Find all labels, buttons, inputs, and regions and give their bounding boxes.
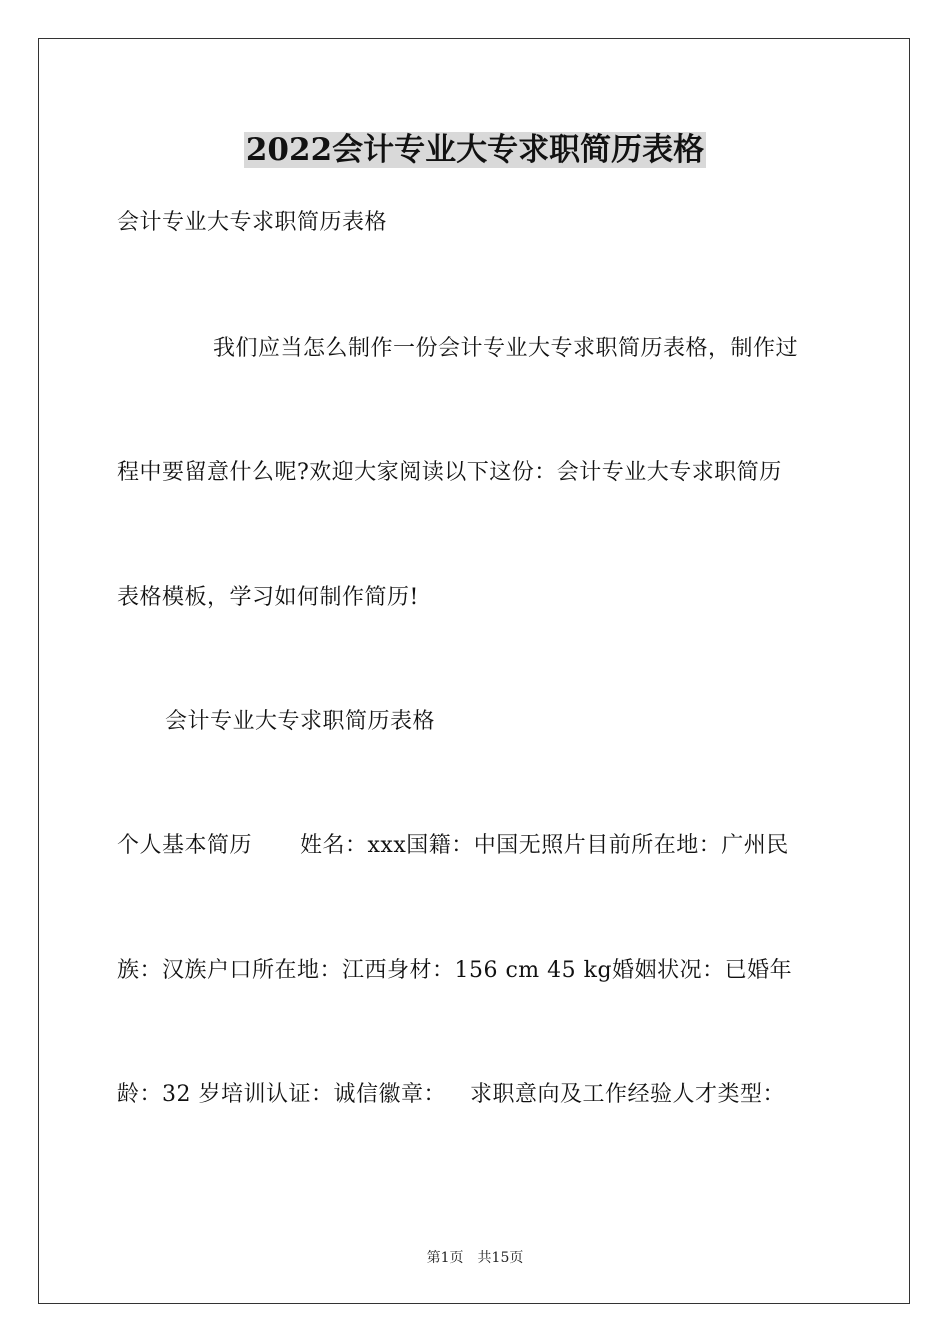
- section-heading: 会计专业大专求职简历表格: [165, 709, 436, 734]
- page-footer: [0, 1247, 950, 1267]
- document-subtitle: 会计专业大专求职简历表格: [117, 210, 388, 235]
- document-title: [0, 128, 950, 172]
- resume-line-1: [117, 830, 837, 862]
- intro-line-1: 我们应当怎么制作一份会计专业大专求职简历表格，制作过: [213, 336, 799, 361]
- resume-line-2: 族：汉族户口所在地：江西身材：156 cm 45 kg婚姻状况：已婚年: [117, 958, 793, 983]
- resume-label-basic: 个人基本简历: [117, 833, 253, 858]
- page-number-current: 第1页: [426, 1250, 464, 1266]
- resume-line-1-text: 姓名：xxx国籍：中国无照片目前所在地：广州民: [300, 833, 789, 858]
- resume-line-3-part2: 求职意向及工作经验人才类型：: [470, 1082, 786, 1107]
- document-title-text: 2022会计专业大专求职简历表格: [245, 132, 705, 168]
- resume-line-3-part1: 龄：32 岁培训认证：诚信徽章：: [117, 1082, 446, 1107]
- resume-line-3: [117, 1079, 837, 1111]
- intro-line-3: 表格模板，学习如何制作简历!: [117, 585, 419, 610]
- page-number-total: 共15页: [477, 1250, 524, 1266]
- intro-line-2: 程中要留意什么呢?欢迎大家阅读以下这份：会计专业大专求职简历: [117, 460, 782, 485]
